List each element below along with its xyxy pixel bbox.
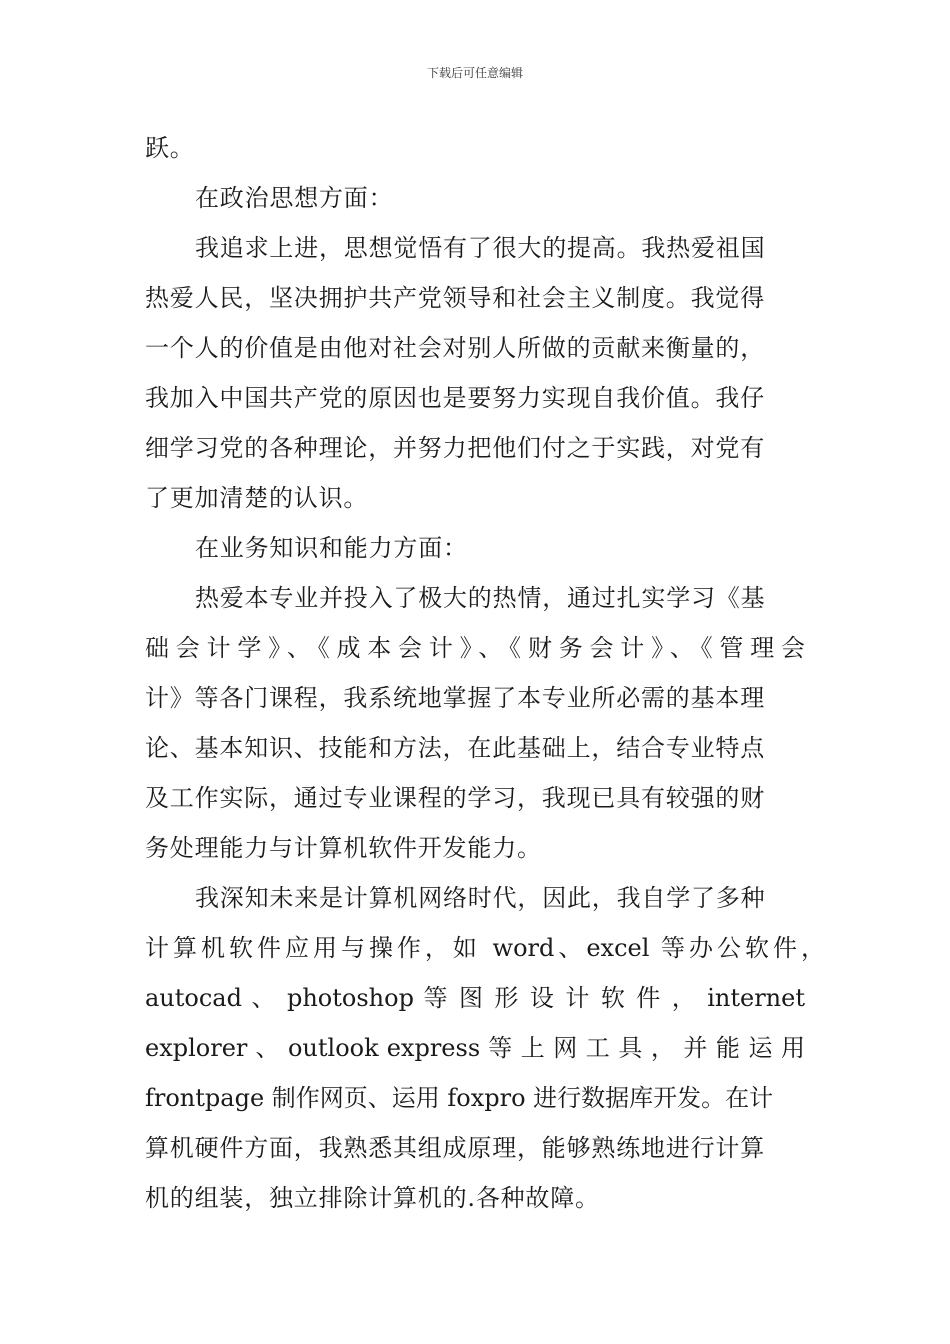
text-line: 热爱本专业并投入了极大的热情，通过扎实学习《基 bbox=[195, 584, 766, 612]
text-line: 础会计学》、《成本会计》、《财务会计》、《管理会 bbox=[145, 634, 805, 662]
text-line: 计》等各门课程，我系统地掌握了本专业所必需的基本理 bbox=[145, 684, 765, 712]
text-line: 论、基本知识、技能和方法，在此基础上，结合专业特点 bbox=[145, 734, 765, 762]
text-line: frontpage 制作网页、运用 foxpro 进行数据库开发。在计 bbox=[145, 1084, 774, 1112]
text-line: autocad 、 photoshop 等 图 形 设 计 软 件 ， internet bbox=[145, 984, 805, 1012]
section-heading-business: 在业务知识和能力方面： bbox=[195, 534, 468, 562]
text-line: 跃。 bbox=[145, 134, 195, 162]
text-line: 务处理能力与计算机软件开发能力。 bbox=[145, 834, 542, 862]
text-line: 我加入中国共产党的原因也是要努力实现自我价值。我仔 bbox=[145, 384, 765, 412]
text-line: 了更加清楚的认识。 bbox=[145, 484, 369, 512]
text-line: 热爱人民，坚决拥护共产党领导和社会主义制度。我觉得 bbox=[145, 284, 765, 312]
page-header: 下载后可任意编辑 bbox=[426, 66, 523, 80]
text-line: 一个人的价值是由他对社会对别人所做的贡献来衡量的， bbox=[145, 334, 765, 362]
text-line: 细学习党的各种理论，并努力把他们付之于实践，对党有 bbox=[145, 434, 765, 462]
text-line: 算机硬件方面，我熟悉其组成原理，能够熟练地进行计算 bbox=[145, 1134, 765, 1162]
text-line: explorer 、 outlook express 等 上 网 工 具 ， 并 能 运 用 bbox=[145, 1034, 805, 1062]
text-line: 计算机软件应用与操作，如 word、excel 等办公软件， bbox=[145, 934, 825, 962]
text-line: 我深知未来是计算机网络时代，因此，我自学了多种 bbox=[195, 884, 766, 912]
text-line: 我追求上进，思想觉悟有了很大的提高。我热爱祖国 bbox=[195, 234, 766, 262]
section-heading-politics: 在政治思想方面： bbox=[195, 184, 394, 212]
text-line: 及工作实际，通过专业课程的学习，我现已具有较强的财 bbox=[145, 784, 765, 812]
text-line: 机的组装，独立排除计算机的.各种故障。 bbox=[145, 1184, 600, 1212]
